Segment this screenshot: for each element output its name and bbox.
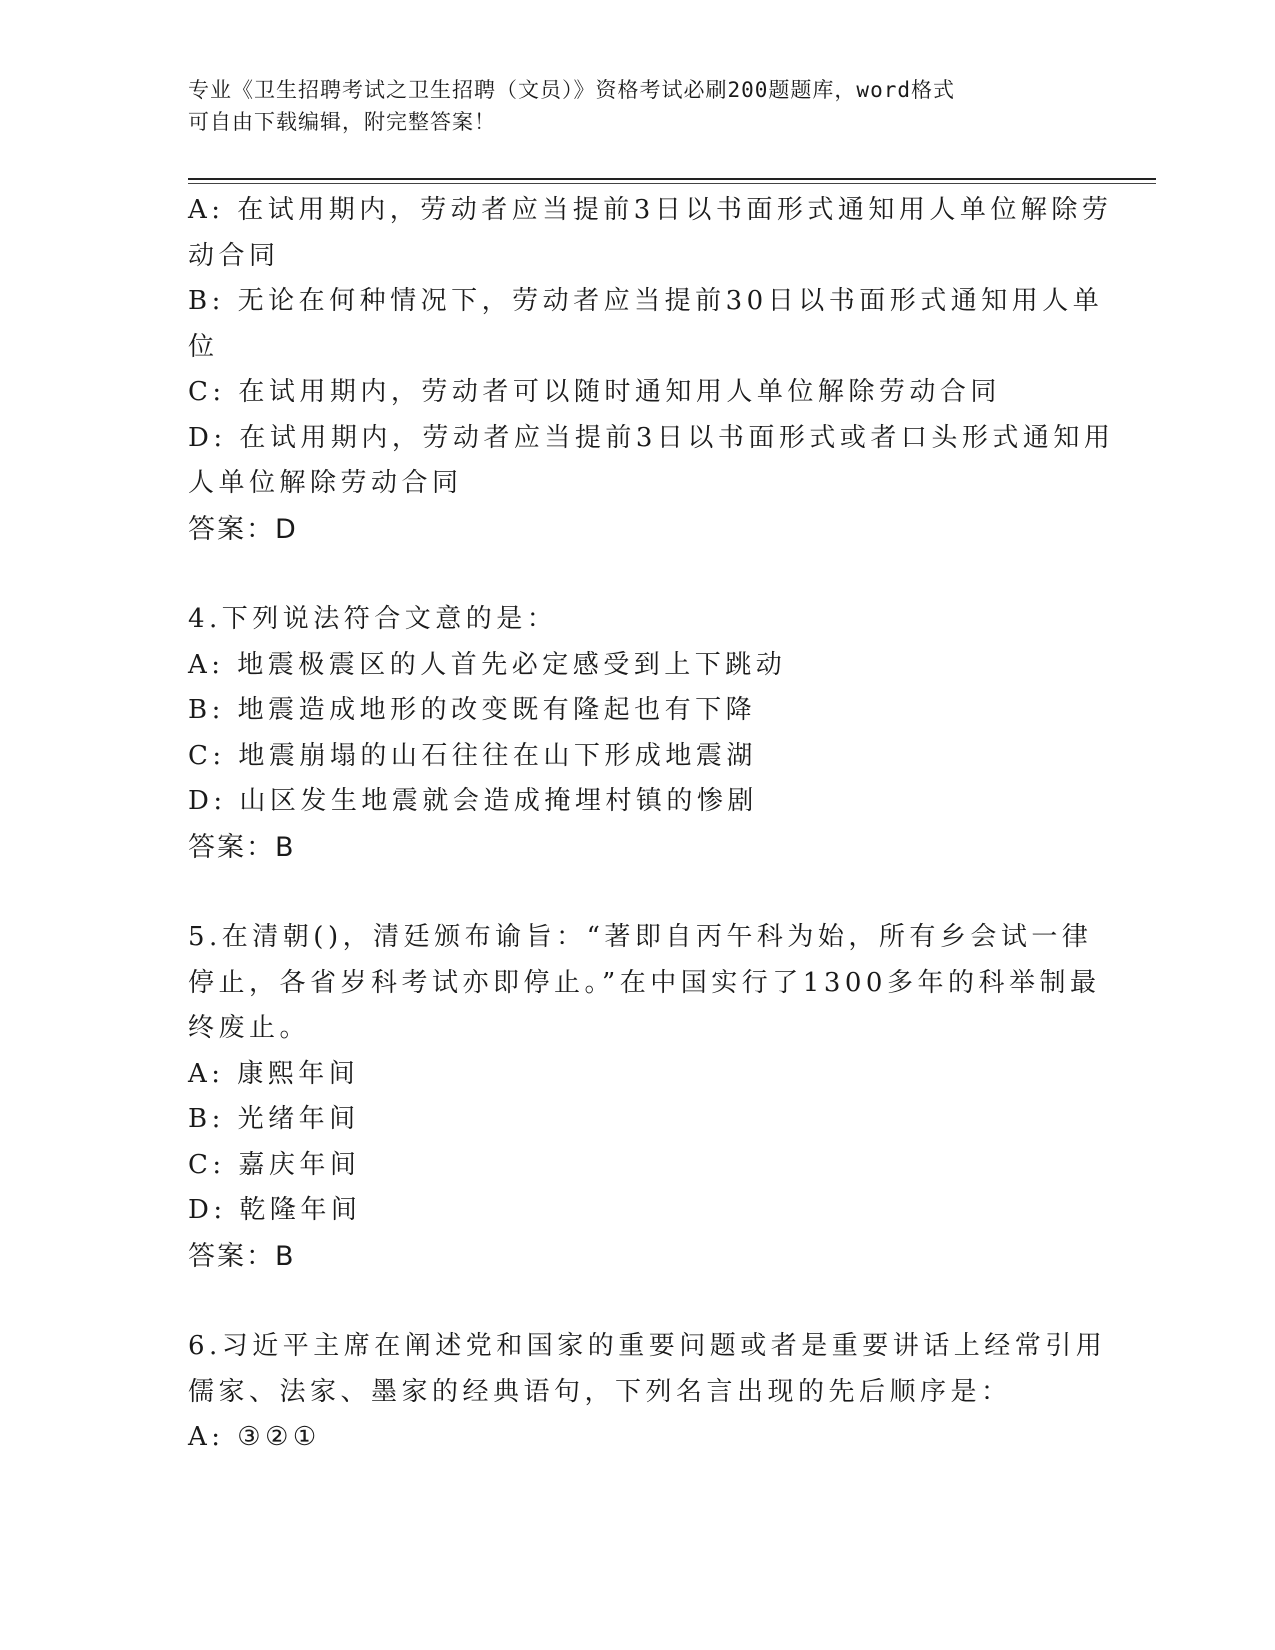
question-stem: 4.下列说法符合文意的是：: [188, 604, 558, 634]
option-c: C: 嘉庆年间: [188, 1149, 361, 1180]
option-b-line-2: 位: [188, 331, 219, 362]
header-rule-thick: [188, 178, 1156, 180]
header-line-1: 专业《卫生招聘考试之卫生招聘（文员）》资格考试必刷200题题库，word格式: [188, 78, 955, 102]
spacer: [188, 1279, 1068, 1324]
document-header: [188, 74, 1068, 138]
answer: 答案：B: [188, 1240, 296, 1272]
question-3-options: [188, 188, 1115, 552]
header-line-2: 可自由下载编辑，附完整答案！: [188, 110, 496, 134]
option-b: B: 光绪年间: [188, 1104, 360, 1134]
question-5: [188, 915, 1101, 1279]
option-d-line-2: 人单位解除劳动合同: [188, 468, 463, 498]
option-d: D: 山区发生地震就会造成掩埋村镇的惨剧: [188, 786, 758, 816]
option-a-line-1: A: 在试用期内，劳动者应当提前3日以书面形式通知用人单位解除劳: [188, 195, 1113, 225]
answer: 答案：B: [188, 831, 296, 863]
spacer: [188, 870, 1068, 915]
question-stem-line-1: 6.习近平主席在阐述党和国家的重要问题或者是重要讲话上经常引用: [188, 1331, 1107, 1361]
option-c: C: 地震崩塌的山石往往在山下形成地震湖: [188, 740, 757, 771]
header-rule-thin: [188, 183, 1156, 184]
question-stem-line-1: 5.在清朝()，清廷颁布谕旨：“著即自丙午科为始，所有乡会试一律: [188, 922, 1093, 952]
option-a: A: 地震极震区的人首先必定感受到上下跳动: [188, 649, 787, 680]
option-a-line-2: 动合同: [188, 240, 280, 271]
question-4: [188, 597, 1068, 870]
question-6: [188, 1324, 1107, 1461]
question-stem-line-2: 停止，各省岁科考试亦即停止。”在中国实行了1300多年的科举制最: [188, 967, 1101, 998]
option-a: A: 康熙年间: [188, 1058, 360, 1089]
spacer: [188, 552, 1068, 597]
option-b: B: 地震造成地形的改变既有隆起也有下降: [188, 695, 757, 725]
option-b-line-1: B: 无论在何种情况下，劳动者应当提前30日以书面形式通知用人单: [188, 286, 1104, 316]
question-content: [188, 188, 1115, 1461]
question-stem-line-3: 终废止。: [188, 1013, 311, 1043]
option-d: D: 乾隆年间: [188, 1195, 362, 1225]
option-c: C: 在试用期内，劳动者可以随时通知用人单位解除劳动合同: [188, 377, 1001, 407]
answer: 答案：D: [188, 513, 298, 545]
option-a: A: ③②①: [188, 1422, 321, 1452]
option-d-line-1: D: 在试用期内，劳动者应当提前3日以书面形式或者口头形式通知用: [188, 422, 1115, 453]
question-stem-line-2: 儒家、法家、墨家的经典语句，下列名言出现的先后顺序是：: [188, 1376, 1012, 1407]
